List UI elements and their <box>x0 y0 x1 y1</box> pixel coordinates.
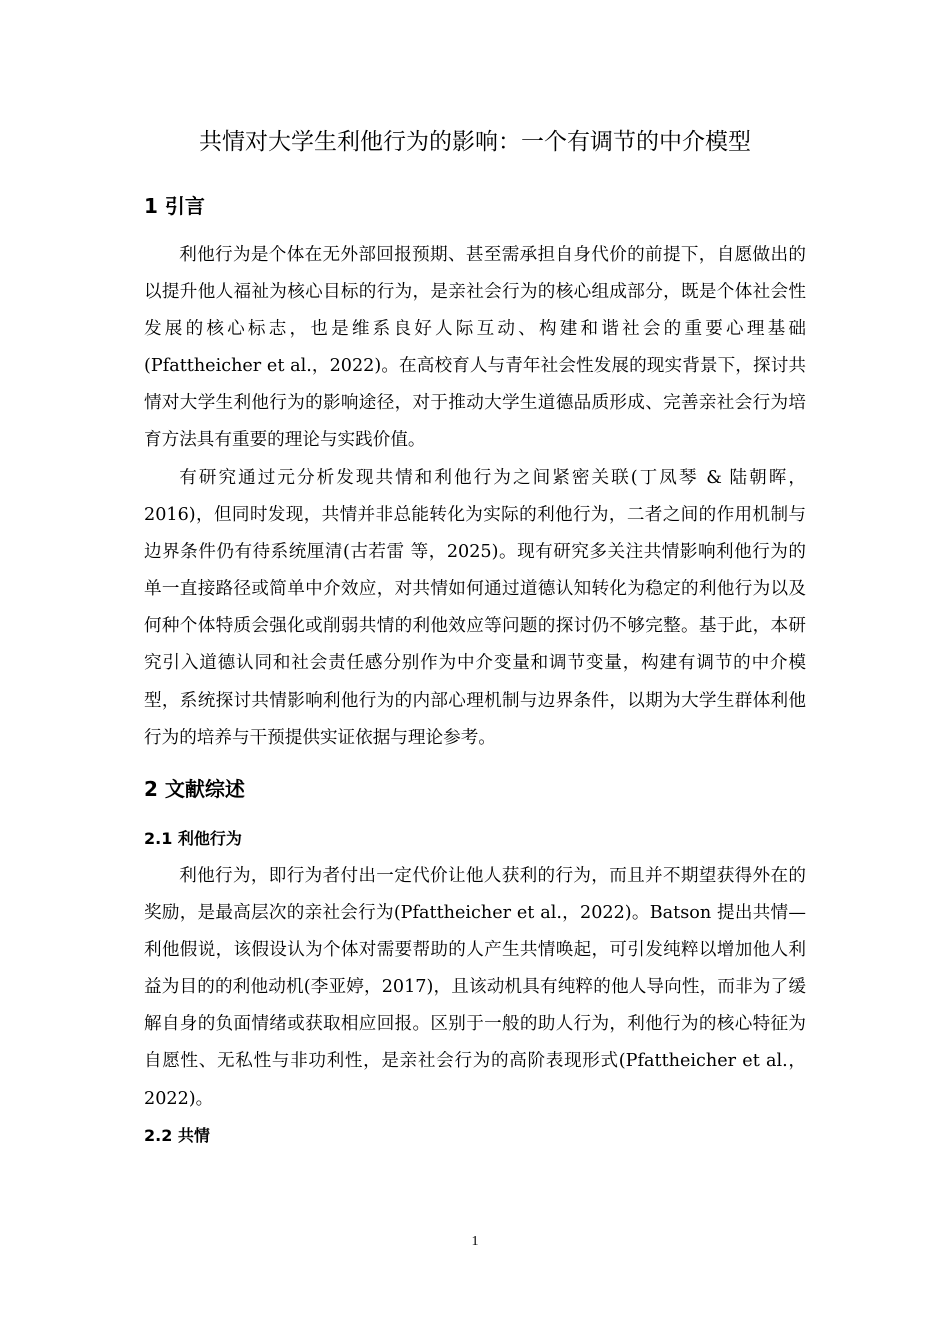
section-heading-literature-review: 2 文献综述 <box>144 777 245 801</box>
body-paragraph: 有研究通过元分析发现共情和利他行为之间紧密关联(丁凤琴 & 陆朝晖，2016)，但同时发现，共情并非总能转化为实际的利他行为，二者之间的作用机制与边界条件仍有待系统厘清(古若雷 等，2025)。现有研究多关注共情影响利他行为的单一直接路径或简单中介效应，对共情如何通过道德认知转化为稳定的利他行为以及何种个体特质会强化或削弱共情的利他效应等问题的探讨仍不够完整。基于此，本研究引入道德认同和社会责任感分别作为中介变量和调节变量，构建有调节的中介模型，系统探讨共情影响利他行为的内部心理机制与边界条件，以期为大学生群体利他行为的培养与干预提供实证依据与理论参考。 <box>144 468 806 748</box>
section-heading-introduction: 1 引言 <box>144 194 205 218</box>
subsection-heading-altruistic-behavior: 2.1 利他行为 <box>144 829 242 848</box>
body-paragraph: 利他行为是个体在无外部回报预期、甚至需承担自身代价的前提下，自愿做出的以提升他人福祉为核心目标的行为，是亲社会行为的核心组成部分，既是个体社会性发展的核心标志，也是维系良好人际互动、构建和谐社会的重要心理基础(Pfattheicher et al.，2022)。在高校育人与青年社会性发展的现实背景下，探讨共情对大学生利他行为的影响途径，对于推动大学生道德品质形成、完善亲社会行为培育方法具有重要的理论与实践价值。 <box>144 245 806 451</box>
page-number: 1 <box>471 1234 479 1249</box>
subsection-heading-empathy: 2.2 共情 <box>144 1126 210 1145</box>
body-paragraph: 利他行为，即行为者付出一定代价让他人获利的行为，而且并不期望获得外在的奖励，是最高层次的亲社会行为(Pfattheicher et al.，2022)。Batson 提出共情—利他假说，该假设认为个体对需要帮助的人产生共情唤起，可引发纯粹以增加他人利益为目的的利他动机(李亚婷，2017)，且该动机具有纯粹的他人导向性，而非为了缓解自身的负面情绪或获取相应回报。区别于一般的助人行为，利他行为的核心特征为自愿性、无私性与非功利性，是亲社会行为的高阶表现形式(Pfattheicher et al.，2022)。 <box>144 866 806 1109</box>
paper-title: 共情对大学生利他行为的影响：一个有调节的中介模型 <box>199 129 751 155</box>
